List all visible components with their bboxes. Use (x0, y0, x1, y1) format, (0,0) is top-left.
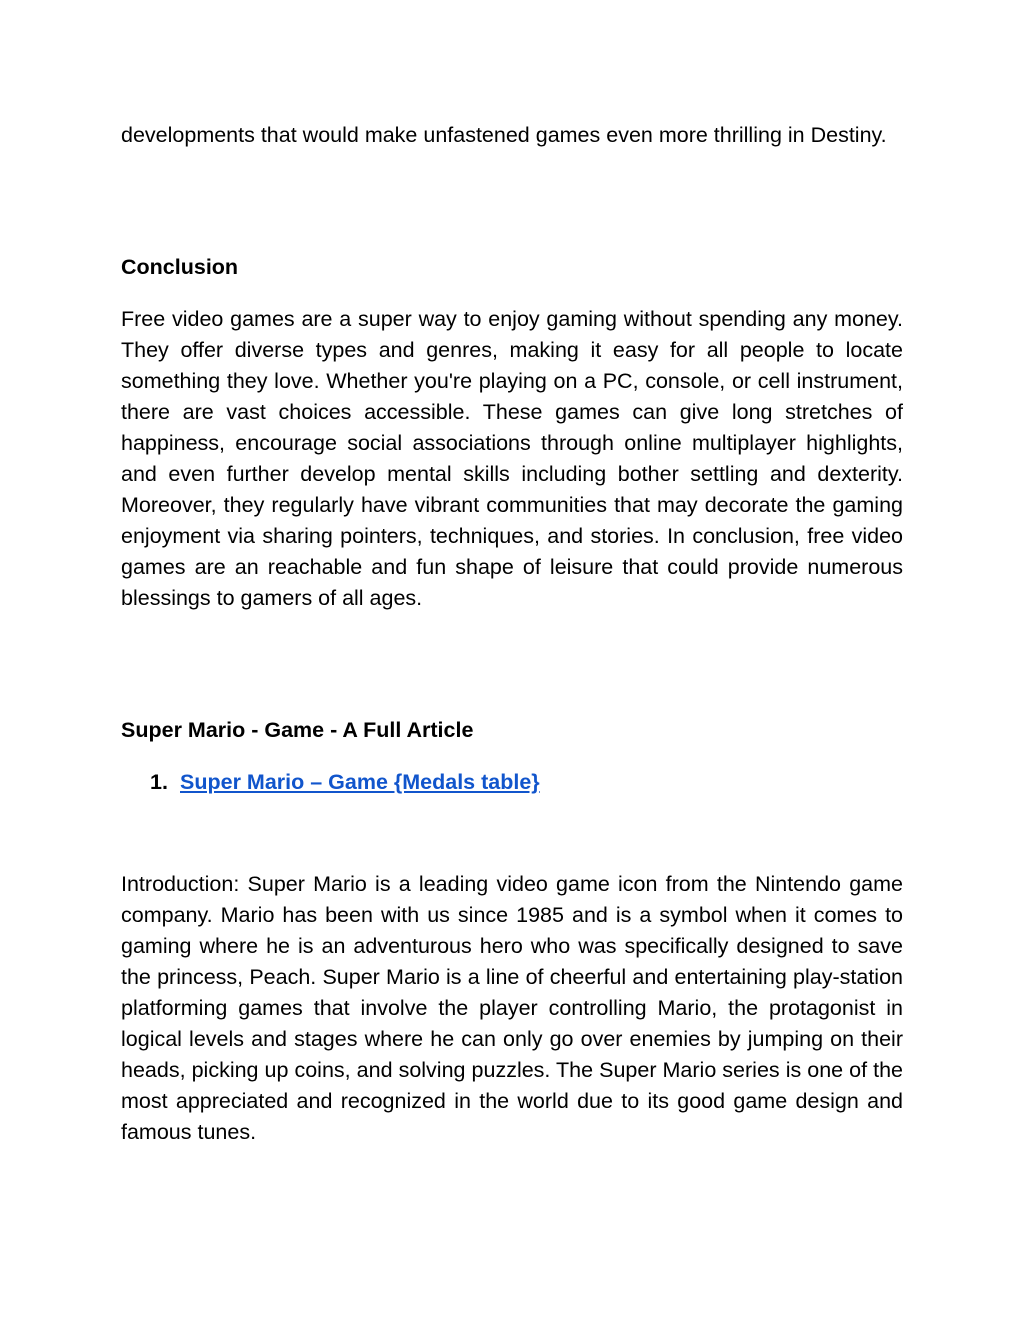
conclusion-heading: Conclusion (121, 255, 239, 279)
article-heading: Super Mario - Game - A Full Article (121, 718, 474, 742)
medals-table-link[interactable]: Super Mario – Game {Medals table} (180, 770, 540, 794)
conclusion-paragraph: Free video games are a super way to enjoy gaming without spending any money. They offer diverse types and genres, making it easy for all people to locate something they love. Whether you're playing on a PC, console, or cell instrument, there are vast choices accessible. These games can give long stretches of happiness, encourage social associations through online multiplayer highlights, and even further develop mental skills including bother settling and dexterity. Moreover, they regularly have vibrant communities that may decorate the gaming enjoyment via sharing pointers, techniques, and stories. In conclusion, free video games are an reachable and fun shape of leisure that could provide numerous blessings to gamers of all ages. (121, 307, 903, 610)
intro-tail-paragraph: developments that would make unfastened games even more thrilling in Destiny. (121, 123, 887, 147)
article-introduction-paragraph: Introduction: Super Mario is a leading video game icon from the Nintendo game company. Mario has been with us since 1985 and is a symbol when it comes to gaming where he is an adventurous hero who was specifically designed to save the princess, Peach. Super Mario is a line of cheerful and entertaining play-station platforming games that involve the player controlling Mario, the protagonist in logical levels and stages where he can only go over enemies by jumping on their heads, picking up coins, and solving puzzles. The Super Mario series is one of the most appreciated and recognized in the world due to its good game design and famous tunes. (121, 872, 903, 1144)
list-item (150, 767, 540, 798)
list-item-number: 1. (150, 770, 168, 794)
